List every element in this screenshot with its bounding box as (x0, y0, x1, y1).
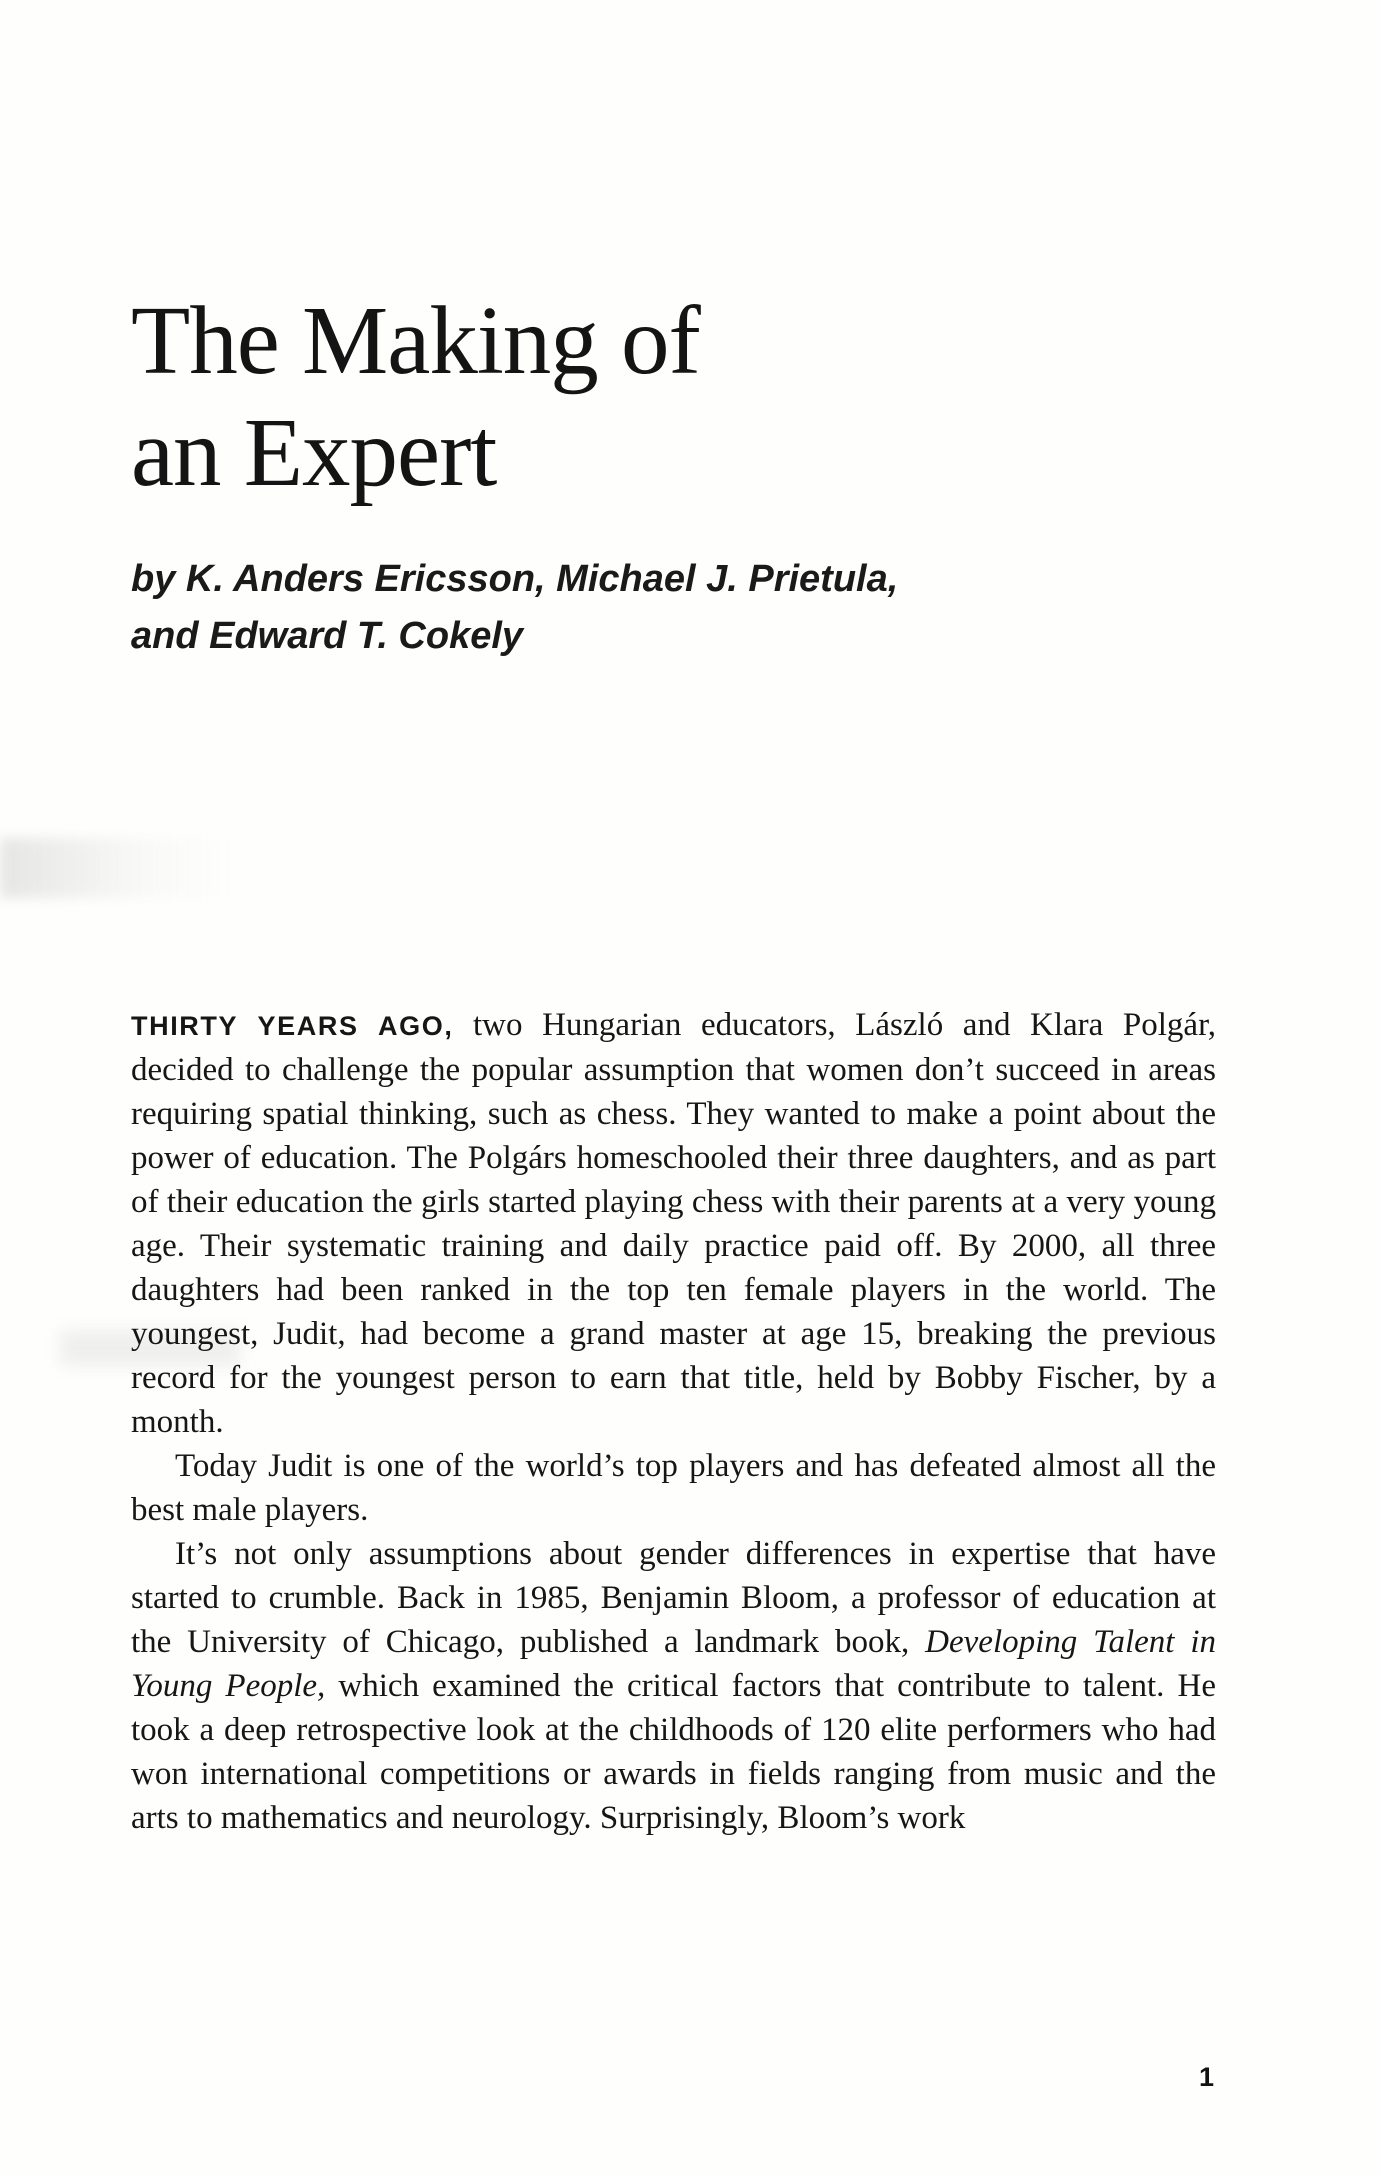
paragraph-1 (131, 1003, 1216, 1444)
page-number: 1 (1198, 2062, 1214, 2092)
page-title-line-1: The Making of (131, 287, 700, 394)
paragraph-1-text: two Hungarian educators, László and Klara Polgár, decided to challenge the popular assumption that women don’t succeed in areas requiring spatial thinking, such as chess. They wanted to make a point about the power of education. The Polgárs homeschooled their three daughters, and as part of their education the girls started playing chess with their parents at a very young age. Their systematic training and daily practice paid off. By 2000, all three daughters had been ranked in the top ten female players in the world. The youngest, Judit, had become a grand master at age 15, breaking the previous record for the youngest person to earn that title, held by Bobby Fischer, by a month. (131, 1007, 1216, 1440)
page-title-line-2: an Expert (131, 399, 497, 506)
page-content (131, 0, 1216, 1840)
byline-line-2: and Edward T. Cokely (131, 615, 524, 657)
paragraph-3 (131, 1532, 1216, 1840)
article-body (131, 1003, 1216, 1840)
byline-line-1: by K. Anders Ericsson, Michael J. Prietula, (131, 558, 899, 600)
page-title (131, 285, 1216, 509)
lead-in-text: THIRTY YEARS AGO, (131, 1011, 454, 1041)
book-title-italic: Developing Talent in Young People, (131, 1624, 1217, 1704)
paragraph-3-text-b: which examined the critical factors that contribute to talent. He took a deep retrospective look at the childhoods of 120 elite performers who had won international competitions or awards in fields ranging from music and the arts to mathematics and neurology. Surprisingly, Bloom’s work (131, 1668, 1216, 1836)
paragraph-2: Today Judit is one of the world’s top players and has defeated almost all the best male players. (131, 1448, 1216, 1528)
byline (131, 551, 1216, 665)
paragraph-3-text-a: It’s not only assumptions about gender differences in expertise that have started to crumble. Back in 1985, Benjamin Bloom, a professor of education at the University of Chicago, published a landmark book, (131, 1536, 1216, 1660)
